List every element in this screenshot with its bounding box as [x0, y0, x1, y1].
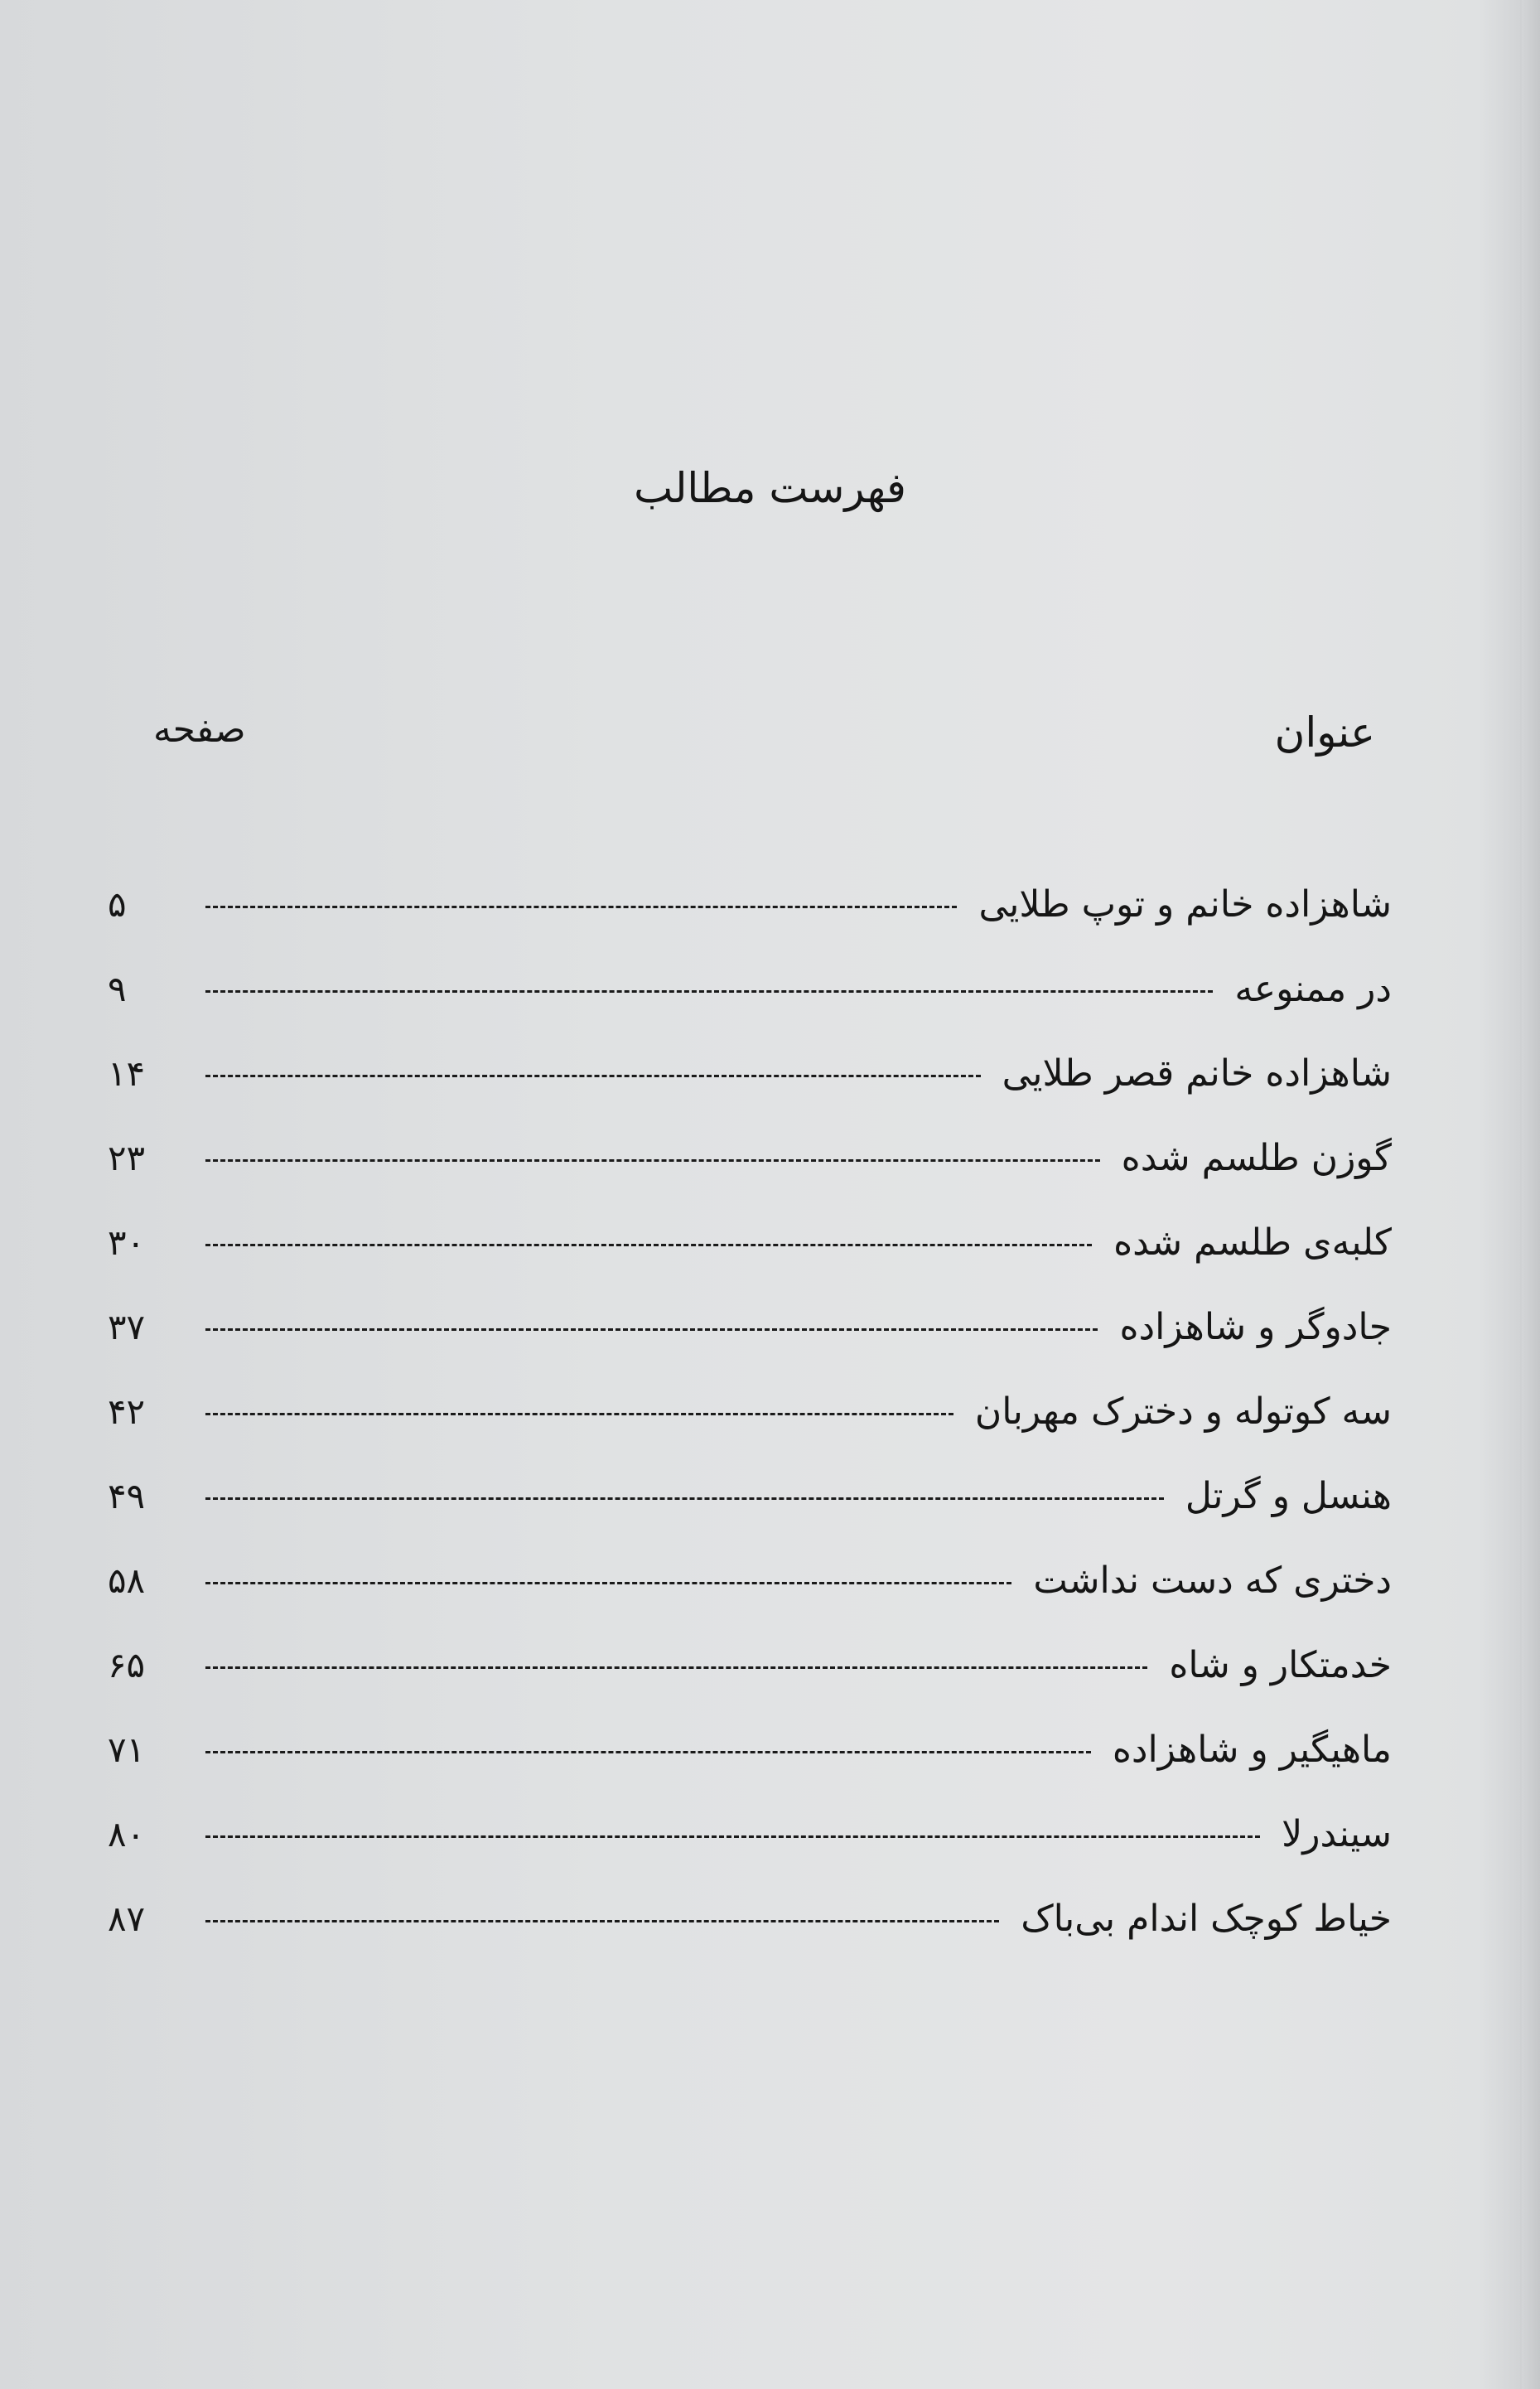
dotted-leader: [205, 906, 957, 908]
toc-entry: [108, 1622, 1392, 1707]
dotted-leader: [205, 1075, 981, 1077]
toc-entry-title: گوزن طلسم شده: [1121, 1136, 1392, 1179]
toc-entry: [108, 1200, 1392, 1284]
toc-entry: [108, 1538, 1392, 1622]
dotted-leader: [205, 1413, 953, 1415]
page-column-header: صفحه: [153, 708, 246, 751]
toc-entry-title: ماهیگیر و شاهزاده: [1112, 1728, 1392, 1771]
toc-entry: [108, 1792, 1392, 1876]
toc-entry-page: ۳۰: [108, 1221, 146, 1263]
dotted-leader: [205, 1920, 999, 1922]
toc-entry: [108, 1369, 1392, 1453]
toc-entry-page: ۷۱: [108, 1729, 146, 1770]
toc-entry-title: شاهزاده خانم و توپ طلایی: [978, 883, 1392, 926]
toc-entry-page: ۲۳: [108, 1137, 146, 1178]
toc-entry-title: سیندرلا: [1282, 1812, 1392, 1855]
dotted-leader: [205, 1244, 1092, 1246]
toc-entry: [108, 1115, 1392, 1200]
dotted-leader: [205, 1835, 1260, 1838]
toc-entry-title: در ممنوعه: [1234, 967, 1392, 1010]
toc-entry-title: شاهزاده خانم قصر طلایی: [1002, 1052, 1392, 1095]
table-of-contents: [108, 862, 1392, 1961]
dotted-leader: [205, 1497, 1164, 1500]
toc-entry-page: ۴۹: [108, 1475, 146, 1516]
toc-entry-page: ۵۸: [108, 1560, 146, 1601]
toc-entry-page: ۳۷: [108, 1306, 146, 1347]
toc-entry-title: دختری که دست نداشت: [1033, 1559, 1392, 1602]
toc-entry-title: جادوگر و شاهزاده: [1119, 1305, 1392, 1348]
toc-entry: [108, 946, 1392, 1031]
toc-entry-title: کلبه‌ی طلسم شده: [1113, 1221, 1392, 1264]
dotted-leader: [205, 1582, 1011, 1584]
toc-entry-title: خدمتکار و شاه: [1169, 1643, 1392, 1686]
toc-entry: [108, 1284, 1392, 1369]
toc-entry: [108, 862, 1392, 946]
dotted-leader: [205, 1159, 1100, 1162]
dotted-leader: [205, 990, 1213, 993]
toc-entry-page: ۹: [108, 968, 127, 1009]
page-title: فهرست مطالب: [634, 464, 906, 512]
toc-entry: [108, 1707, 1392, 1792]
toc-entry-page: ۵: [108, 883, 127, 925]
toc-entry-page: ۸۷: [108, 1898, 146, 1939]
page-edge: [1520, 0, 1540, 2389]
toc-entry-page: ۸۰: [108, 1813, 146, 1855]
toc-entry-title: سه کوتوله و دخترک مهربان: [974, 1390, 1392, 1433]
dotted-leader: [205, 1666, 1147, 1669]
toc-header: [153, 708, 1375, 775]
dotted-leader: [205, 1751, 1091, 1753]
toc-entry-title: هنسل و گرتل: [1185, 1474, 1392, 1517]
title-column-header: عنوان: [1274, 708, 1375, 757]
toc-entry: [108, 1876, 1392, 1961]
toc-entry: [108, 1031, 1392, 1115]
toc-entry-title: خیاط کوچک اندام بی‌باک: [1021, 1897, 1392, 1940]
toc-entry-page: ۱۴: [108, 1052, 146, 1094]
dotted-leader: [205, 1328, 1098, 1331]
toc-entry: [108, 1453, 1392, 1538]
toc-entry-page: ۶۵: [108, 1644, 146, 1685]
toc-entry-page: ۴۲: [108, 1390, 146, 1432]
